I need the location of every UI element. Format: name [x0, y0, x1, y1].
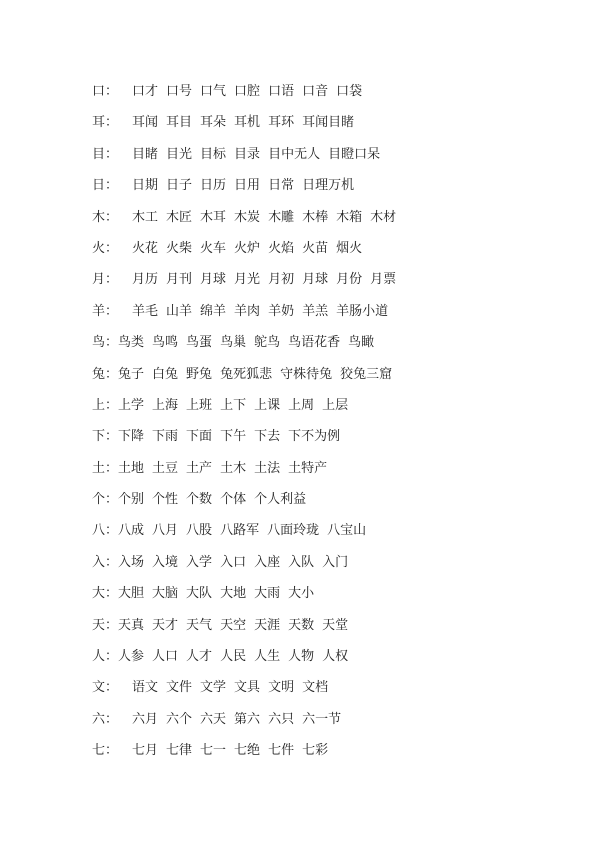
word-group	[118, 515, 366, 546]
word: 兔死狐悲	[220, 366, 273, 382]
word: 大胆	[118, 586, 145, 602]
word: 下午	[220, 429, 247, 445]
word: 七件	[268, 743, 295, 759]
character-heading: 耳：	[92, 115, 119, 131]
word: 个性	[152, 492, 179, 508]
word: 鸵鸟	[254, 335, 281, 351]
character-heading: 入：	[92, 554, 119, 570]
word-group	[118, 390, 348, 421]
word: 八成	[118, 523, 145, 539]
word: 上层	[322, 397, 349, 413]
word: 人民	[220, 649, 247, 665]
list-item	[92, 547, 562, 578]
word: 天堂	[322, 617, 349, 633]
word: 人才	[186, 649, 213, 665]
word: 鸟鸣	[152, 335, 179, 351]
word: 入学	[186, 554, 213, 570]
word: 日历	[200, 178, 227, 194]
word: 八路军	[220, 523, 260, 539]
word: 六个	[166, 711, 193, 727]
word: 木材	[370, 209, 397, 225]
word: 下面	[186, 429, 213, 445]
word-list	[92, 76, 562, 767]
word-group	[132, 296, 388, 327]
character-heading: 大：	[92, 586, 119, 602]
word: 文明	[268, 680, 295, 696]
word: 大雨	[254, 586, 281, 602]
list-item	[92, 453, 562, 484]
word: 入门	[322, 554, 349, 570]
word: 烟火	[336, 240, 363, 256]
list-item	[92, 170, 562, 201]
word: 上学	[118, 397, 145, 413]
word: 月初	[268, 272, 295, 288]
list-item	[92, 610, 562, 641]
word-group	[118, 484, 306, 515]
word: 鸟瞰	[348, 335, 375, 351]
word: 月份	[336, 272, 363, 288]
word: 鸟巢	[220, 335, 247, 351]
list-item	[92, 641, 562, 672]
word: 鸟蛋	[186, 335, 213, 351]
word: 人权	[322, 649, 349, 665]
word: 上下	[220, 397, 247, 413]
word: 个人利益	[254, 492, 307, 508]
word-group	[132, 76, 362, 107]
word: 七彩	[302, 743, 329, 759]
word: 月历	[132, 272, 159, 288]
word-group	[132, 170, 354, 201]
word: 木箱	[336, 209, 363, 225]
word: 羊肠小道	[336, 303, 389, 319]
word: 火花	[132, 240, 159, 256]
word: 八股	[186, 523, 213, 539]
word-group	[132, 202, 396, 233]
character-heading: 月：	[92, 272, 119, 288]
word-group	[118, 453, 327, 484]
word: 口号	[166, 84, 193, 99]
word: 口腔	[234, 84, 261, 99]
character-heading: 个：	[92, 492, 119, 508]
word: 土特产	[288, 460, 328, 476]
word: 木炭	[234, 209, 261, 225]
word: 六天	[200, 711, 227, 727]
word: 口语	[268, 84, 295, 99]
word: 人参	[118, 649, 145, 665]
word: 天数	[288, 617, 315, 633]
character-heading: 人：	[92, 649, 119, 665]
word: 七律	[166, 743, 193, 759]
word: 木耳	[200, 209, 227, 225]
word: 下雨	[152, 429, 179, 445]
character-heading: 天：	[92, 617, 119, 633]
word: 八面玲珑	[267, 523, 320, 539]
word: 月刊	[166, 272, 193, 288]
word: 上班	[186, 397, 213, 413]
word: 大小	[288, 586, 315, 602]
word: 山羊	[166, 303, 193, 319]
word: 个别	[118, 492, 145, 508]
word-group	[132, 264, 396, 295]
word: 火焰	[268, 240, 295, 256]
word: 目中无人	[268, 146, 321, 162]
word: 野兔	[186, 366, 213, 382]
word: 口音	[302, 84, 329, 99]
word: 入口	[220, 554, 247, 570]
character-heading: 八：	[92, 523, 119, 539]
list-item	[92, 264, 562, 295]
word: 土法	[254, 460, 281, 476]
word: 目睹	[132, 146, 159, 162]
word: 守株待兔	[280, 366, 333, 382]
character-heading: 目：	[92, 146, 119, 162]
word: 第六	[234, 711, 261, 727]
word: 木工	[132, 209, 159, 225]
word: 土产	[186, 460, 213, 476]
character-heading: 口：	[92, 84, 119, 99]
word: 羊肉	[234, 303, 261, 319]
word: 目录	[234, 146, 261, 162]
list-item	[92, 139, 562, 170]
word-group	[118, 547, 348, 578]
word-group	[132, 735, 328, 766]
word: 七月	[132, 743, 159, 759]
word: 六月	[132, 711, 159, 727]
word-group	[132, 139, 380, 170]
word: 个数	[186, 492, 213, 508]
word-group	[118, 610, 348, 641]
word: 语文	[132, 680, 159, 696]
list-item	[92, 704, 562, 735]
character-heading: 羊：	[92, 303, 119, 319]
word: 目标	[200, 146, 227, 162]
word: 文具	[234, 680, 261, 696]
word: 入队	[288, 554, 315, 570]
word: 日用	[234, 178, 261, 194]
word: 火车	[200, 240, 227, 256]
word: 耳闻	[132, 115, 159, 131]
word: 天空	[220, 617, 247, 633]
word: 木匠	[166, 209, 193, 225]
word: 火柴	[166, 240, 193, 256]
word: 大队	[186, 586, 213, 602]
word: 上海	[152, 397, 179, 413]
word: 耳朵	[200, 115, 227, 131]
word: 入场	[118, 554, 145, 570]
word: 月票	[370, 272, 397, 288]
word: 火苗	[302, 240, 329, 256]
word: 人物	[288, 649, 315, 665]
word: 羊奶	[268, 303, 295, 319]
word-group	[132, 107, 354, 138]
word: 月光	[234, 272, 261, 288]
word-group	[118, 359, 392, 390]
word: 木雕	[268, 209, 295, 225]
word: 天才	[152, 617, 179, 633]
word: 上周	[288, 397, 315, 413]
word-group	[132, 672, 328, 703]
word: 六一节	[302, 711, 342, 727]
list-item	[92, 327, 562, 358]
list-item	[92, 296, 562, 327]
word: 白兔	[152, 366, 179, 382]
word: 文件	[166, 680, 193, 696]
character-heading: 日：	[92, 178, 119, 194]
list-item	[92, 484, 562, 515]
list-item	[92, 515, 562, 546]
word: 人生	[254, 649, 281, 665]
character-heading: 鸟：	[92, 335, 119, 351]
word-group	[132, 233, 362, 264]
word: 文学	[200, 680, 227, 696]
word: 绵羊	[200, 303, 227, 319]
word: 天真	[118, 617, 145, 633]
word: 个体	[220, 492, 247, 508]
list-item	[92, 107, 562, 138]
word-group	[118, 327, 374, 358]
word: 木棒	[302, 209, 329, 225]
word: 土木	[220, 460, 247, 476]
word: 六只	[268, 711, 295, 727]
word: 七绝	[234, 743, 261, 759]
character-heading: 土：	[92, 460, 119, 476]
word: 下不为例	[288, 429, 341, 445]
character-heading: 六：	[92, 711, 119, 727]
word: 鸟语花香	[288, 335, 341, 351]
word-group	[118, 578, 314, 609]
word: 耳机	[234, 115, 261, 131]
word: 狡兔三窟	[340, 366, 393, 382]
list-item	[92, 202, 562, 233]
word: 羊毛	[132, 303, 159, 319]
word: 下去	[254, 429, 281, 445]
word: 天气	[186, 617, 213, 633]
word: 耳目	[166, 115, 193, 131]
word: 日期	[132, 178, 159, 194]
word: 月球	[302, 272, 329, 288]
word: 兔子	[118, 366, 145, 382]
character-heading: 下：	[92, 429, 119, 445]
word: 土地	[118, 460, 145, 476]
word: 火炉	[234, 240, 261, 256]
word: 人口	[152, 649, 179, 665]
list-item	[92, 735, 562, 766]
word: 文档	[302, 680, 329, 696]
word: 大地	[220, 586, 247, 602]
list-item	[92, 359, 562, 390]
character-heading: 七：	[92, 743, 119, 759]
word: 土豆	[152, 460, 179, 476]
list-item	[92, 390, 562, 421]
word: 耳闻目睹	[302, 115, 355, 131]
word-group	[118, 421, 340, 452]
character-heading: 上：	[92, 397, 119, 413]
word: 口气	[200, 84, 227, 99]
character-heading: 火：	[92, 240, 119, 256]
word: 日子	[166, 178, 193, 194]
list-item	[92, 578, 562, 609]
word-group	[132, 704, 341, 735]
word: 入境	[152, 554, 179, 570]
word: 入座	[254, 554, 281, 570]
character-heading: 文：	[92, 680, 119, 696]
word: 七一	[200, 743, 227, 759]
word: 大脑	[152, 586, 179, 602]
word: 口袋	[336, 84, 363, 99]
word: 上课	[254, 397, 281, 413]
list-item	[92, 233, 562, 264]
word: 口才	[132, 84, 159, 99]
word: 下降	[118, 429, 145, 445]
word: 月球	[200, 272, 227, 288]
word: 目光	[166, 146, 193, 162]
list-item	[92, 76, 562, 107]
character-heading: 兔：	[92, 366, 119, 382]
word: 鸟类	[118, 335, 145, 351]
word: 目瞪口呆	[328, 146, 381, 162]
list-item	[92, 421, 562, 452]
word: 八月	[152, 523, 179, 539]
word: 八宝山	[327, 523, 367, 539]
word: 日常	[268, 178, 295, 194]
character-heading: 木：	[92, 209, 119, 225]
word: 日理万机	[302, 178, 355, 194]
word: 羊羔	[302, 303, 329, 319]
word: 天涯	[254, 617, 281, 633]
word-group	[118, 641, 348, 672]
word: 耳环	[268, 115, 295, 131]
list-item	[92, 672, 562, 703]
